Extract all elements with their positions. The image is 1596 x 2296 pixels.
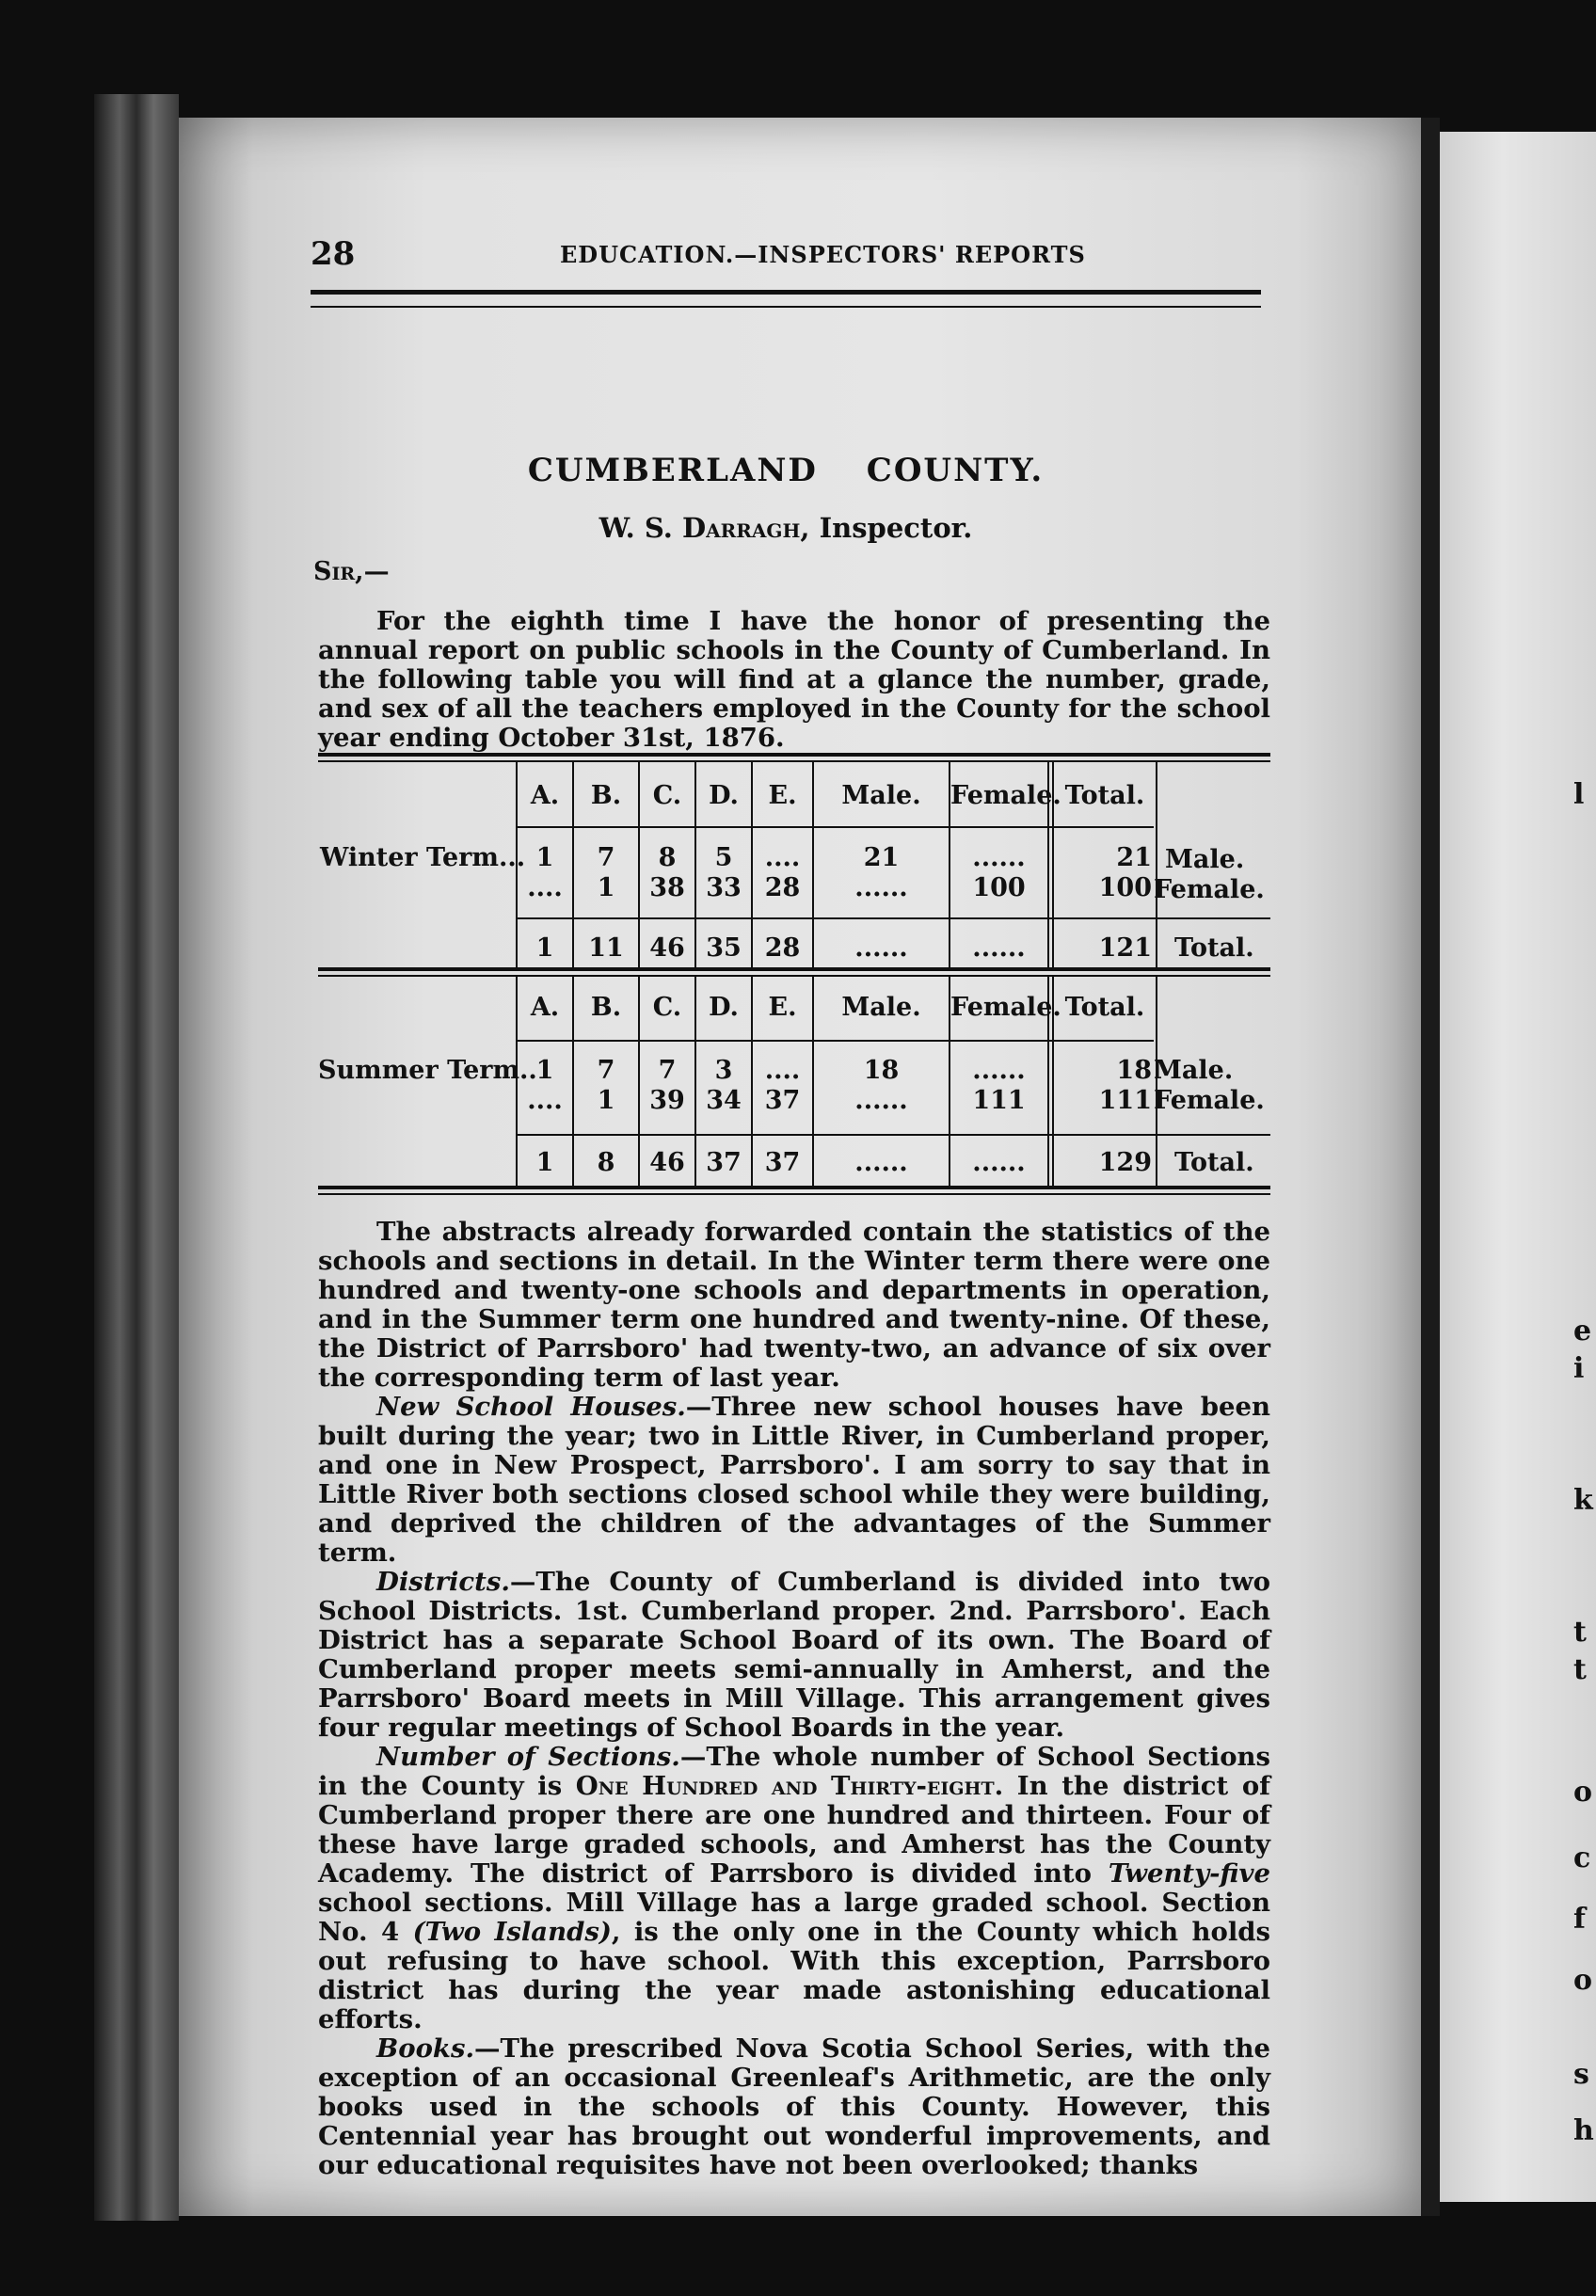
row-tag: Total. <box>1174 1148 1254 1177</box>
book-spine <box>94 94 179 2221</box>
table-cell: 121 <box>1098 933 1152 963</box>
table-cell: ...... <box>854 933 908 963</box>
table-cell: 18 <box>1116 1056 1152 1085</box>
sidehead-books: Books. <box>376 2033 475 2064</box>
teachers-table <box>318 753 1270 1195</box>
facing-fragment: i <box>1573 1352 1585 1385</box>
table-cell: 1 <box>535 843 554 872</box>
col-header: Male. <box>841 993 921 1022</box>
table-cell: 100 <box>972 873 1026 902</box>
col-header: Female. <box>950 781 1061 810</box>
table-cell: 21 <box>1116 843 1152 872</box>
table-rule <box>318 753 1270 757</box>
emphasis-text: Twenty-five <box>1108 1858 1270 1889</box>
table-rule <box>318 1186 1270 1189</box>
table-rule <box>518 826 1154 828</box>
section-count: One Hundred and Thirty-eight. <box>575 1771 1004 1801</box>
table-cell: 1 <box>597 873 615 902</box>
table-cell: 34 <box>706 1086 742 1115</box>
body-text <box>318 1218 1270 2180</box>
table-cell: 1 <box>535 1148 554 1177</box>
running-head <box>311 235 1261 273</box>
table-cell: 11 <box>588 933 624 963</box>
col-header: Male. <box>841 781 921 810</box>
table-cell: ...... <box>972 1056 1026 1085</box>
row-tag: Male. <box>1154 1056 1234 1085</box>
running-title: EDUCATION.—INSPECTORS' REPORTS <box>560 241 1086 268</box>
row-tag: Female. <box>1154 875 1265 904</box>
paragraph-abstracts: The abstracts already forwarded contain the statistics of the schools and sections in detail. In the Winter term there were one hundred and twenty-one schools and departments in operation, and in the Summer term one hundred and twenty-nine. Of these, the District of Parrsboro' had twenty-two, an advance of six over the corresponding term of last year. <box>318 1217 1270 1393</box>
facing-fragment: o <box>1573 1964 1593 1997</box>
facing-fragment: t <box>1573 1616 1587 1649</box>
table-cell: 33 <box>706 873 742 902</box>
header-rule <box>311 290 1261 308</box>
facing-fragment: h <box>1573 2114 1594 2147</box>
table-rule <box>1156 762 1157 967</box>
table-cell: 38 <box>649 873 685 902</box>
section-title: CUMBERLAND COUNTY. <box>527 452 1045 489</box>
paragraph-text: , is the only one in the County which holds out refusing to have school. With this exception, Parrsboro district has during the year made astonishing educational efforts. <box>318 1917 1270 2034</box>
table-cell: 100 <box>1098 873 1152 902</box>
table-cell: 46 <box>649 1148 685 1177</box>
table-cell: ...... <box>854 1086 908 1115</box>
col-header: Female. <box>950 993 1061 1022</box>
table-cell: 35 <box>706 933 742 963</box>
page-gutter <box>1421 118 1440 2216</box>
table-cell: 111 <box>972 1086 1026 1115</box>
table-cell: 1 <box>535 933 554 963</box>
table-cell: 8 <box>658 843 677 872</box>
table-cell: 28 <box>764 873 801 902</box>
table-rule <box>518 1040 1154 1042</box>
summer-term-label: Summer Term.. <box>318 1056 537 1085</box>
table-rule <box>318 967 1270 971</box>
table-cell: .... <box>527 1086 563 1115</box>
table-cell: 8 <box>597 1148 615 1177</box>
inspector-name: W. S. Darragh, <box>598 512 810 544</box>
paragraph-text: school sections. Mill Village has a large graded school. Section No. 4 <box>318 1888 1270 1947</box>
paragraph-school-houses <box>318 1393 1270 1568</box>
inspector-line <box>311 512 1261 544</box>
facing-fragment: e <box>1573 1315 1592 1347</box>
facing-fragment: f <box>1573 1903 1586 1936</box>
col-header: E. <box>768 781 797 810</box>
table-cell: 1 <box>535 1056 554 1085</box>
col-header: B. <box>590 993 622 1022</box>
intro-paragraph <box>318 607 1270 753</box>
facing-fragment: s <box>1573 2058 1589 2091</box>
col-header: C. <box>652 993 682 1022</box>
col-header: D. <box>709 781 739 810</box>
table-cell: 129 <box>1098 1148 1152 1177</box>
sidehead-sections: Number of Sections. <box>376 1742 680 1772</box>
col-header: D. <box>709 993 739 1022</box>
page-number: 28 <box>311 235 356 273</box>
table-rule <box>518 917 1270 919</box>
table-cell: 3 <box>714 1056 733 1085</box>
table-cell: 37 <box>764 1086 801 1115</box>
table-rule <box>318 975 1270 977</box>
facing-fragment: o <box>1573 1776 1593 1809</box>
paragraph-text: —The prescribed Nova Scotia School Series, with the exception of an occasional Greenleaf's Arithmetic, are the only books used in the schools of this County. However, this Centennial year has brought out wonderful improvements, and our educational requisites have not been overlooked; thanks <box>318 2033 1270 2180</box>
facing-fragment: k <box>1573 1484 1593 1517</box>
table-cell: 18 <box>863 1056 900 1085</box>
table-cell: 37 <box>706 1148 742 1177</box>
paragraph-books <box>318 2034 1270 2180</box>
table-cell: .... <box>764 1056 801 1085</box>
winter-term-label: Winter Term... <box>320 843 526 872</box>
paragraph-text: —Three new school houses have been built during the year; two in Little River, in Cumberland proper, and one in New Prospect, Parrsboro'. I am sorry to say that in Little River both sections closed school while they were building, and deprived the children of the advantages of the Summer term. <box>318 1392 1270 1568</box>
table-cell: 1 <box>597 1086 615 1115</box>
table-cell: ...... <box>972 843 1026 872</box>
table-cell: 111 <box>1098 1086 1152 1115</box>
col-header: E. <box>768 993 797 1022</box>
paragraph-sections <box>318 1743 1270 2034</box>
table-cell: .... <box>527 873 563 902</box>
table-cell: 7 <box>597 843 615 872</box>
table-cell: 21 <box>863 843 900 872</box>
facing-fragment: t <box>1573 1653 1587 1686</box>
intro-text: For the eighth time I have the honor of presenting the annual report on public schools in the County of Cumberland. In the following table you will find at a glance the number, grade, and sex of all the teachers employed in the County for the school year ending October 31st, 1876. <box>318 606 1270 753</box>
table-cell: 7 <box>658 1056 677 1085</box>
col-header: A. <box>530 993 560 1022</box>
row-tag: Total. <box>1174 933 1254 963</box>
table-cell: ...... <box>854 1148 908 1177</box>
col-header: Total. <box>1064 781 1145 810</box>
table-cell: ...... <box>972 933 1026 963</box>
table-rule <box>318 1193 1270 1195</box>
col-header: C. <box>652 781 682 810</box>
facing-fragment: l <box>1573 778 1585 811</box>
facing-page <box>1440 132 1596 2202</box>
col-header: A. <box>530 781 560 810</box>
col-header: Total. <box>1064 993 1145 1022</box>
row-tag: Female. <box>1154 1086 1265 1115</box>
table-cell: 46 <box>649 933 685 963</box>
col-header: B. <box>590 781 622 810</box>
table-cell: 39 <box>649 1086 685 1115</box>
paragraph-text: —The whole number of School Sections in the County is <box>318 1742 1271 1801</box>
table-cell: 7 <box>597 1056 615 1085</box>
sidehead-school-houses: New School Houses. <box>376 1392 686 1422</box>
facing-fragment: c <box>1573 1842 1591 1874</box>
table-rule <box>318 760 1270 762</box>
table-cell: 28 <box>764 933 801 963</box>
table-rule <box>518 1134 1270 1136</box>
paragraph-text: —The County of Cumberland is divided into two School Districts. 1st. Cumberland proper. 2nd. Parrsboro'. Each District has a separate School Board of its own. The Board of Cumberland proper meets semi-annually in Amherst, and the Parrsboro' Board meets in Mill Village. This arrangement gives four regular meetings of School Boards in the year. <box>318 1567 1270 1743</box>
table-cell: 37 <box>764 1148 801 1177</box>
sidehead-districts: Districts. <box>376 1567 510 1597</box>
inspector-role: Inspector. <box>819 512 973 544</box>
paragraph-districts <box>318 1568 1270 1743</box>
row-tag: Male. <box>1165 845 1245 874</box>
table-cell: .... <box>764 843 801 872</box>
emphasis-text: (Two Islands) <box>412 1917 612 1947</box>
paragraph-text: In the district of Cumberland proper there are one hundred and thirteen. Four of these have large graded schools, and Amherst has the County Academy. The district of Parrsboro is divided into <box>318 1771 1270 1889</box>
table-cell: ...... <box>854 873 908 902</box>
table-cell: 5 <box>714 843 733 872</box>
table-cell: ...... <box>972 1148 1026 1177</box>
salutation: Sir,— <box>313 557 390 586</box>
